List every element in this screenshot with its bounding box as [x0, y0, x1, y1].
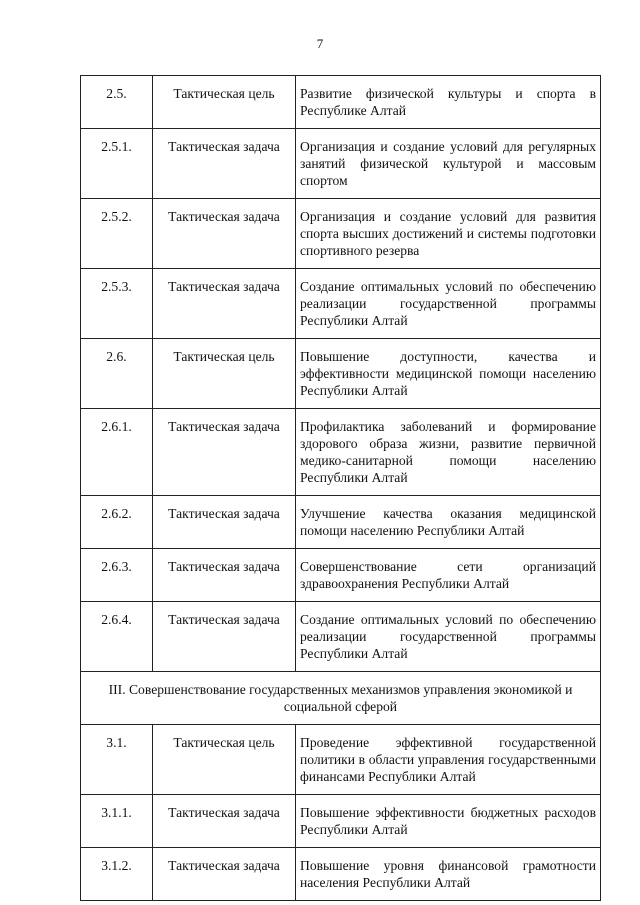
row-number: 2.6.3. [81, 549, 153, 602]
table-row [81, 496, 601, 549]
row-number: 3.1.2. [81, 848, 153, 901]
row-type: Тактическая задача [153, 269, 296, 339]
row-description: Проведение эффективной государственной политики в области управления государственными финансами Республики Алтай [296, 725, 601, 795]
table-row [81, 199, 601, 269]
table-row [81, 848, 601, 901]
row-description: Совершенствование сети организаций здравоохранения Республики Алтай [296, 549, 601, 602]
table-row [81, 339, 601, 409]
row-type: Тактическая задача [153, 795, 296, 848]
row-number: 2.6.2. [81, 496, 153, 549]
row-type: Тактическая задача [153, 199, 296, 269]
row-type: Тактическая цель [153, 339, 296, 409]
row-description: Повышение уровня финансовой грамотности населения Республики Алтай [296, 848, 601, 901]
row-number: 2.6.4. [81, 602, 153, 672]
row-description: Профилактика заболеваний и формирование здорового образа жизни, развитие первичной медико-санитарной помощи населению Республики Алтай [296, 409, 601, 496]
table-row [81, 129, 601, 199]
row-description: Повышение эффективности бюджетных расходов Республики Алтай [296, 795, 601, 848]
table-row [81, 795, 601, 848]
row-description: Развитие физической культуры и спорта в Республике Алтай [296, 76, 601, 129]
row-type: Тактическая цель [153, 725, 296, 795]
row-number: 2.5.2. [81, 199, 153, 269]
row-type: Тактическая задача [153, 602, 296, 672]
table-row [81, 549, 601, 602]
row-number: 2.5.1. [81, 129, 153, 199]
row-type: Тактическая задача [153, 848, 296, 901]
row-description: Организация и создание условий для регулярных занятий физической культурой и массовым спортом [296, 129, 601, 199]
table-row [81, 76, 601, 129]
table-row [81, 269, 601, 339]
row-description: Повышение доступности, качества и эффективности медицинской помощи населению Республики Алтай [296, 339, 601, 409]
row-number: 2.6. [81, 339, 153, 409]
row-number: 2.5.3. [81, 269, 153, 339]
row-number: 3.1.1. [81, 795, 153, 848]
section-title: III. Совершенствование государственных механизмов управления экономикой и социальной сферой [81, 672, 601, 725]
page-number: 7 [316, 36, 324, 51]
table-row [81, 725, 601, 795]
row-description: Организация и создание условий для развития спорта высших достижений и системы подготовки спортивного резерва [296, 199, 601, 269]
row-description: Улучшение качества оказания медицинской помощи населению Республики Алтай [296, 496, 601, 549]
row-type: Тактическая задача [153, 409, 296, 496]
row-number: 3.1. [81, 725, 153, 795]
row-number: 2.6.1. [81, 409, 153, 496]
row-description: Создание оптимальных условий по обеспечению реализации государственной программы Республики Алтай [296, 602, 601, 672]
row-type: Тактическая задача [153, 549, 296, 602]
goals-table [80, 75, 601, 901]
row-number: 2.5. [81, 76, 153, 129]
row-type: Тактическая цель [153, 76, 296, 129]
row-description: Создание оптимальных условий по обеспечению реализации государственной программы Республики Алтай [296, 269, 601, 339]
row-type: Тактическая задача [153, 496, 296, 549]
row-type: Тактическая задача [153, 129, 296, 199]
section-header-row [81, 672, 601, 725]
table-row [81, 409, 601, 496]
table-row [81, 602, 601, 672]
